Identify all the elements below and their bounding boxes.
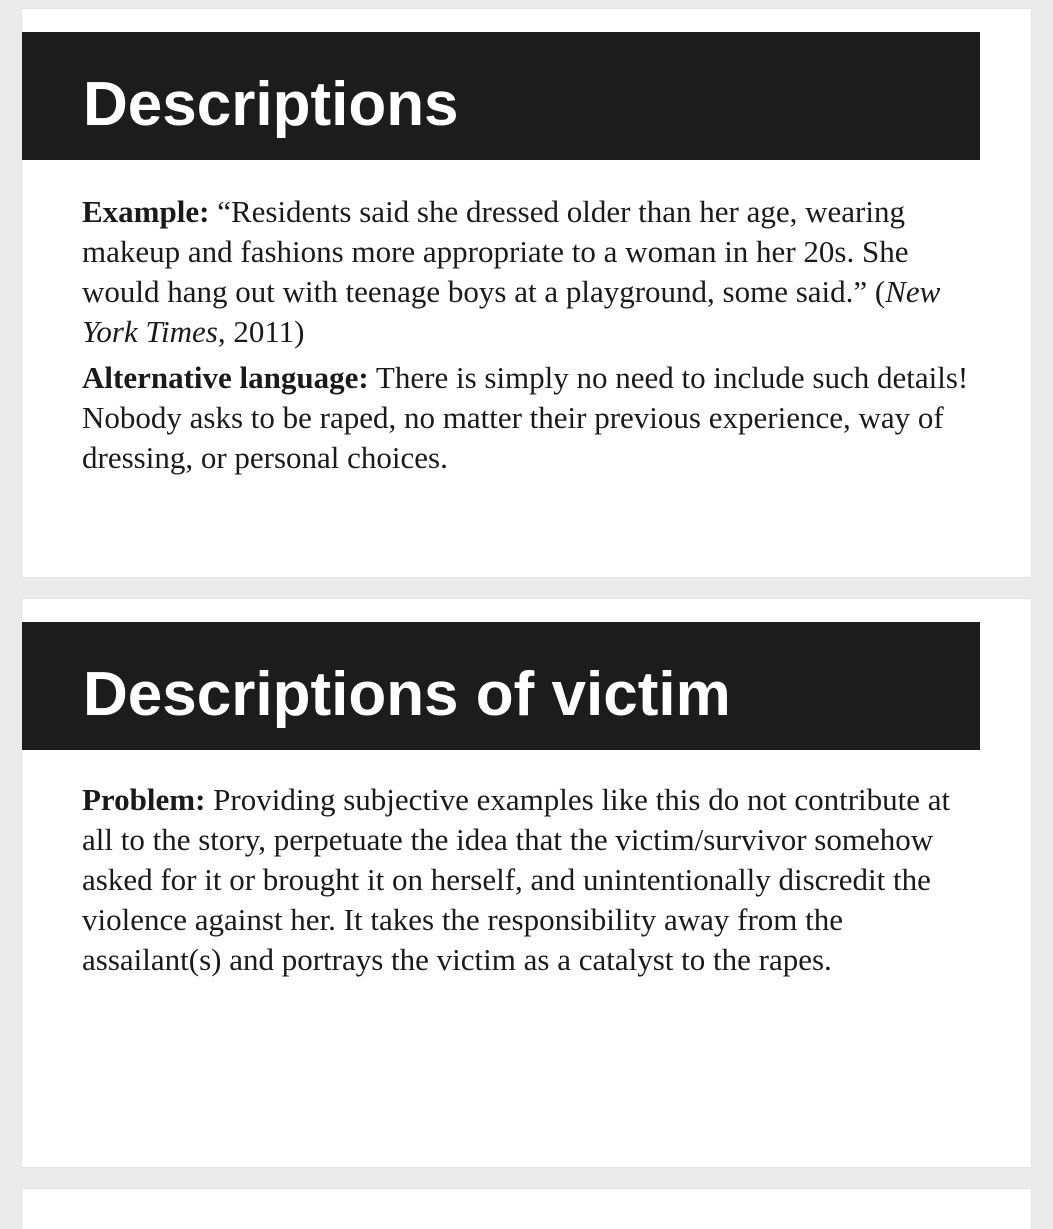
example-quote: “Residents said she dressed older than her age, wearing makeup and fashions more appropriate to a woman in her 20s. She would hang out with teenage boys at a playground, some said.” [82, 194, 909, 309]
example-paragraph [82, 192, 982, 352]
slide-title: Descriptions [83, 70, 459, 139]
example-label: Example: [82, 194, 210, 229]
alternative-text: There is simply no need to include such details! Nobody asks to be raped, no matter their previous experience, way of dressing, or personal choices. [82, 360, 969, 475]
title-bar [22, 32, 980, 160]
slide-title: Descriptions of victim [83, 660, 731, 729]
source-rest: , 2011) [217, 314, 305, 349]
source-name: New York Times [82, 274, 941, 349]
next-slide-partial [22, 1189, 1031, 1229]
title-bar [22, 622, 980, 750]
slide-body [82, 780, 982, 980]
problem-label: Problem: [82, 782, 206, 817]
alternative-label: Alternative language: [82, 360, 369, 395]
alternative-paragraph [82, 358, 982, 478]
slide-descriptions-of-victim [22, 599, 1031, 1167]
slide-body [82, 192, 982, 478]
problem-text: Providing subjective examples like this do not contribute at all to the story, perpetuate the idea that the victim/survivor somehow asked for it or brought it on herself, and unintentionally discredit the violence against her. It takes the responsibility away from the assailant(s) and portrays the victim as a catalyst to the rapes. [82, 782, 951, 977]
problem-paragraph [82, 780, 982, 980]
source-open: ( [874, 274, 886, 309]
slide-descriptions [22, 9, 1031, 577]
